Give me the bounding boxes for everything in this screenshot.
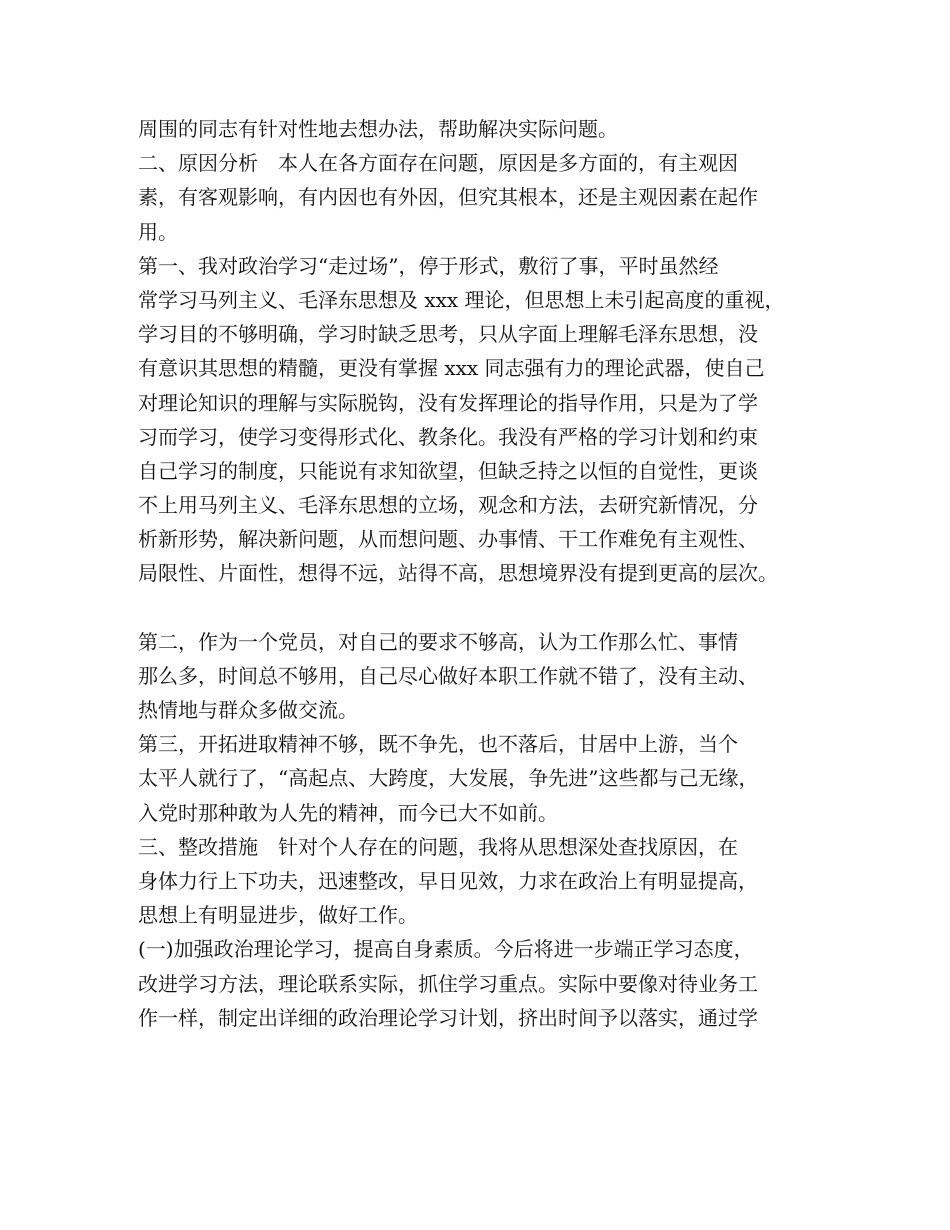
text-line: (一)加强政治理论学习，提高自身素质。今后将进一步端正学习态度，	[138, 937, 754, 962]
section-heading-rectification: 三、整改措施 针对个人存在的问题，我将从思想深处查找原因，在	[138, 834, 738, 859]
text-line: 素，有客观影响，有内因也有外因，但究其根本，还是主观因素在起作	[138, 185, 758, 210]
text-line: 学习目的不够明确，学习时缺乏思考，只从字面上理解毛泽东思想，没	[138, 322, 758, 347]
text-line: 习而学习，使学习变得形式化、教条化。我没有严格的学习计划和约束	[138, 424, 758, 449]
text-line: 局限性、片面性，想得不远，站得不高，思想境界没有提到更高的层次。	[138, 561, 778, 586]
text-line: 身体力行上下功夫，迅速整改，早日见效，力求在政治上有明显提高，	[138, 868, 758, 893]
text-line: 那么多，时间总不够用，自己尽心做好本职工作就不错了，没有主动、	[138, 663, 758, 688]
section-heading-cause-analysis: 二、原因分析 本人在各方面存在问题，原因是多方面的，有主观因	[138, 151, 738, 176]
text-line: 常学习马列主义、毛泽东思想及 xxx 理论，但思想上未引起高度的重视，	[138, 287, 785, 312]
text-line: 析新形势，解决新问题，从而想问题、办事情、干工作难免有主观性、	[138, 527, 758, 552]
text-line: 第三，开拓进取精神不够，既不争先，也不落后，甘居中上游，当个	[138, 732, 738, 757]
text-line: 作一样，制定出详细的政治理论学习计划，挤出时间予以落实，通过学	[138, 1005, 758, 1030]
text-line: 热情地与群众多做交流。	[138, 698, 358, 722]
text-line: 思想上有明显进步，做好工作。	[138, 903, 418, 928]
text-line: 第二，作为一个党员，对自己的要求不够高，认为工作那么忙、事情	[138, 629, 738, 654]
text-line: 有意识其思想的精髓，更没有掌握 xxx 同志强有力的理论武器，使自己	[138, 356, 765, 381]
text-line: 自己学习的制度，只能说有求知欲望，但缺乏持之以恒的自觉性，更谈	[138, 458, 758, 483]
text-line: 第一、我对政治学习“走过场”，停于形式，敷衍了事，平时虽然经	[138, 253, 719, 278]
text-line: 不上用马列主义、毛泽东思想的立场，观念和方法，去研究新情况，分	[138, 493, 758, 518]
text-line: 改进学习方法，理论联系实际，抓住学习重点。实际中要像对待业务工	[138, 971, 758, 996]
text-line: 周围的同志有针对性地去想办法，帮助解决实际问题。	[138, 117, 618, 141]
text-line: 用。	[138, 219, 178, 244]
text-line: 太平人就行了，“高起点、大跨度，大发展，争先进”这些都与己无缘，	[138, 766, 759, 791]
document-body	[138, 112, 828, 1035]
paragraph-spacer	[138, 591, 828, 625]
text-line: 对理论知识的理解与实际脱钩，没有发挥理论的指导作用，只是为了学	[138, 390, 758, 415]
text-line: 入党时那种敢为人先的精神，而今已大不如前。	[138, 800, 558, 825]
